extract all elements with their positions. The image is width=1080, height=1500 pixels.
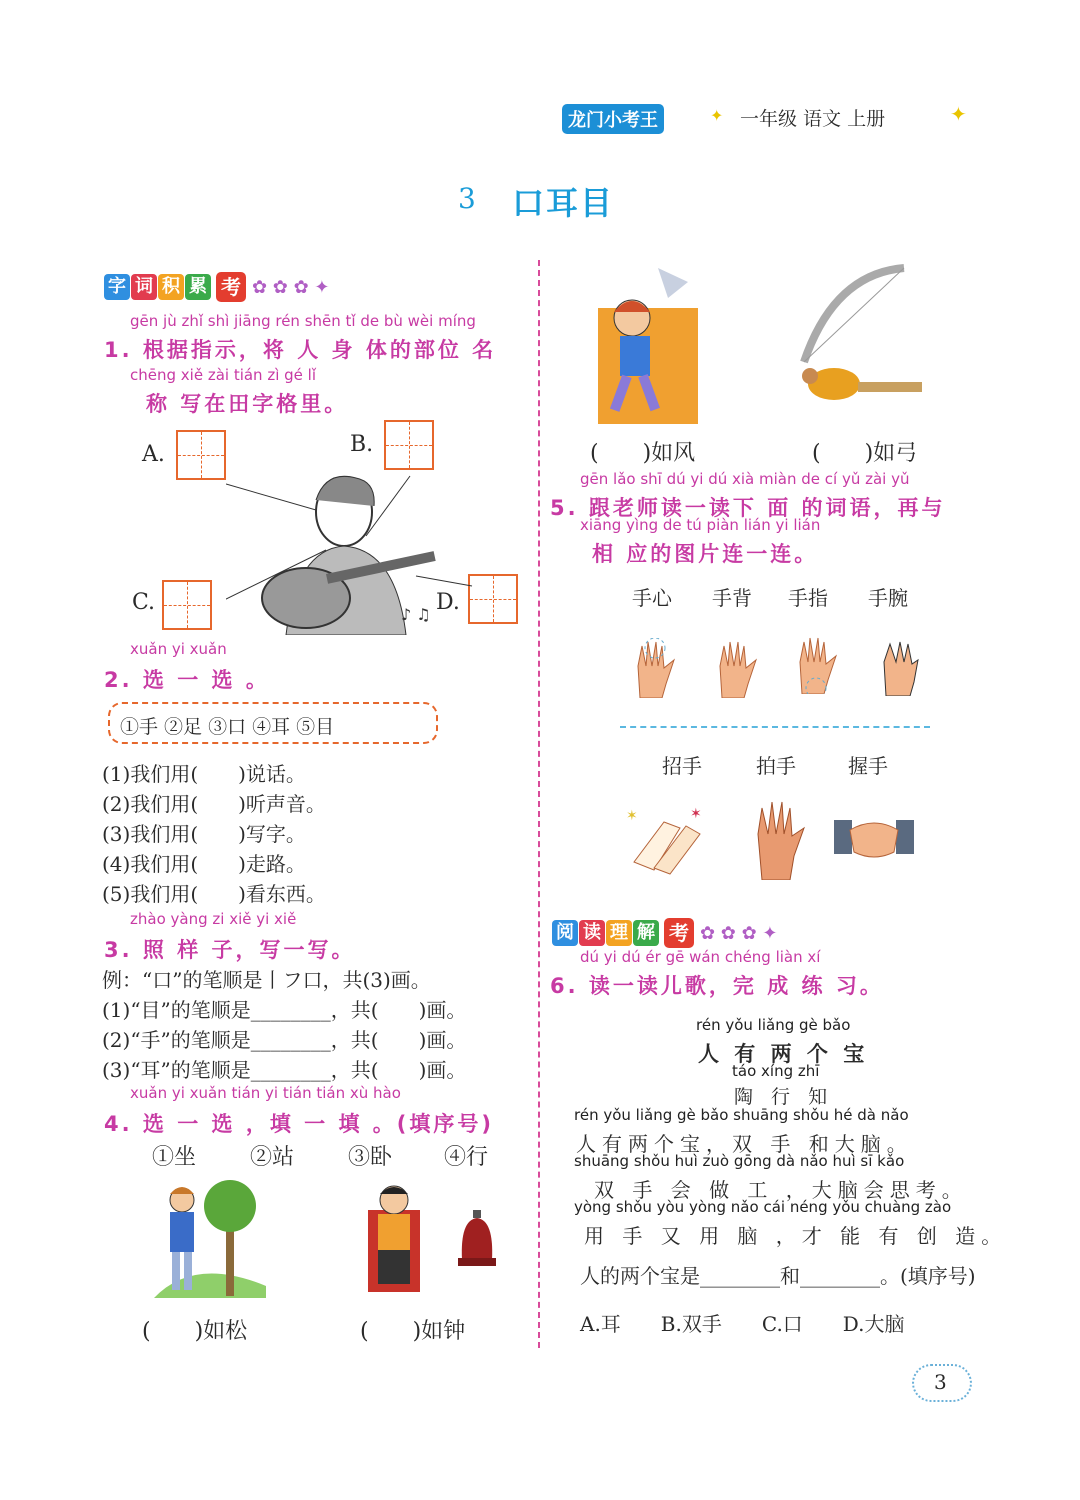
butterfly-icon: ✿ ✿ ✿ ✦ — [252, 276, 330, 298]
dash-divider — [620, 726, 930, 728]
poem-title-pinyin: rén yǒu liǎng gè bǎo — [696, 1016, 851, 1034]
header-subtitle: 一年级 语文 上册 — [740, 108, 886, 130]
tian-grid-a[interactable] — [176, 430, 226, 480]
handshake-icon[interactable] — [834, 812, 914, 866]
guitar-boy-illustration — [226, 470, 476, 635]
label-c: C. — [132, 590, 156, 615]
butterfly-icon: ✦ — [710, 106, 724, 125]
q4-option: ②站 — [250, 1145, 295, 1170]
poem-author-pinyin: táo xíng zhī — [732, 1062, 820, 1080]
waving-hand-icon[interactable] — [748, 798, 810, 880]
poem-line-pinyin: yòng shǒu yòu yòng nǎo cái néng yǒu chuàng zào — [574, 1198, 952, 1216]
q4-option: ①坐 — [152, 1145, 197, 1170]
q1-pinyin-2: chēng xiě zài tián zì gé lǐ — [130, 366, 316, 384]
q5-pinyin-1: gēn lǎo shī dú yi dú xià miàn de cí yǔ zài yǔ — [580, 470, 910, 488]
q3-title: 3. 照 样 子，写一写。 — [104, 938, 356, 962]
q3-item[interactable]: (1)“目”的笔顺是________，共( )画。 — [102, 998, 467, 1022]
q3-item[interactable]: (3)“耳”的笔顺是________，共( )画。 — [102, 1058, 467, 1082]
poem-author: 陶 行 知 — [734, 1086, 834, 1108]
q4-option: ③卧 — [348, 1145, 393, 1170]
section-badge-reading: 阅 读 理 解 考 ✿ ✿ ✿ ✦ — [552, 918, 778, 948]
word-shouwan[interactable]: 手腕 — [868, 586, 908, 610]
label-b: B. — [350, 432, 374, 457]
poem-line: 用 手 又 用 脑 ，才 能 有 创 造。 — [584, 1224, 1008, 1248]
tian-grid-c[interactable] — [162, 580, 212, 630]
q4-option: ④行 — [444, 1145, 489, 1170]
label-d: D. — [436, 590, 460, 615]
q4-blank-song[interactable]: ( )如松 — [142, 1319, 248, 1344]
q2-item[interactable]: (1)我们用( )说话。 — [102, 762, 306, 786]
standing-boy-tree-illustration — [154, 1176, 266, 1298]
q2-item[interactable]: (3)我们用( )写字。 — [102, 822, 306, 846]
q5-pinyin-2: xiāng yìng de tú piàn lián yi lián — [580, 516, 821, 534]
column-divider — [538, 260, 540, 1348]
brand-logo: 龙门小考王 — [562, 104, 664, 134]
q3-example: 例：“口”的笔顺是丨フ口，共(3)画。 — [102, 968, 431, 992]
butterfly-icon: ✿ ✿ ✿ ✦ — [700, 922, 778, 944]
q2-item[interactable]: (5)我们用( )看东西。 — [102, 882, 326, 906]
word-shoubei[interactable]: 手背 — [712, 586, 752, 610]
poem-title: 人 有 两 个 宝 — [698, 1041, 869, 1066]
poem-line: 人有两个宝，双 手 和大脑。 — [576, 1132, 913, 1156]
svg-text:✶: ✶ — [626, 808, 638, 824]
tian-grid-b[interactable] — [384, 420, 434, 470]
word-shouzhi[interactable]: 手指 — [788, 586, 828, 610]
sitting-boy-illustration — [364, 1180, 424, 1292]
word-zhaoshou[interactable]: 招手 — [662, 754, 702, 778]
q6-question[interactable]: 人的两个宝是________和________。(填序号) — [580, 1264, 976, 1288]
q4-blank-feng[interactable]: ( )如风 — [590, 441, 696, 466]
poem-line-pinyin: shuāng shǒu huì zuò gōng dà nǎo huì sī kǎo — [574, 1152, 905, 1170]
section-badge-vocab: 字 词 积 累 考 ✿ ✿ ✿ ✦ — [104, 272, 330, 302]
q5-title-2: 相 应的图片连一连。 — [592, 542, 819, 566]
bow-archer-illustration — [794, 264, 934, 414]
q4-pinyin: xuǎn yi xuǎn tián yi tián tián xù hào — [130, 1084, 401, 1102]
q1-title: 1. 根据指示，将 人 身 体的部位 名 — [104, 338, 497, 362]
q2-item[interactable]: (4)我们用( )走路。 — [102, 852, 306, 876]
header-brand — [562, 104, 724, 134]
kao-badge: 考 — [664, 918, 694, 948]
page-number: 3 — [934, 1370, 947, 1394]
kao-badge: 考 — [216, 272, 246, 302]
butterfly-icon: ✦ — [950, 102, 967, 126]
q1-title-2: 称 写在田字格里。 — [146, 392, 349, 416]
q6-choices: A.耳 B.双手 C.口 D.大脑 — [580, 1312, 905, 1336]
q3-item[interactable]: (2)“手”的笔顺是________，共( )画。 — [102, 1028, 467, 1052]
clapping-hands-icon[interactable] — [624, 802, 710, 878]
word-woshou[interactable]: 握手 — [848, 754, 888, 778]
q2-title: 2. 选 一 选 。 — [104, 668, 270, 692]
q2-item[interactable]: (2)我们用( )听声音。 — [102, 792, 326, 816]
q6-pinyin: dú yi dú ér gē wán chéng liàn xí — [580, 948, 821, 966]
q4-blank-gong[interactable]: ( )如弓 — [812, 441, 918, 466]
svg-text:✶: ✶ — [690, 806, 702, 822]
palm-icon[interactable] — [630, 638, 680, 698]
q6-title: 6. 读一读儿歌，完 成 练 习。 — [550, 974, 884, 998]
label-a: A. — [142, 442, 165, 467]
wrist-icon[interactable] — [876, 636, 926, 696]
q2-options-box: ①手 ②足 ③口 ④耳 ⑤目 — [108, 702, 438, 744]
q5-title: 5. 跟老师读一读下 面 的词语，再与 — [550, 496, 946, 520]
lesson-number: 3 — [458, 182, 476, 215]
poem-line: 双 手 会 做 工 ，大脑会思考。 — [594, 1178, 968, 1202]
word-paishou[interactable]: 拍手 — [756, 754, 796, 778]
q3-pinyin: zhào yàng zi xiě yi xiě — [130, 910, 297, 928]
q4-title: 4. 选 一 选 ，填 一 填 。(填序号) — [104, 1112, 494, 1136]
svg-text:♪ ♫: ♪ ♫ — [401, 605, 431, 624]
word-shouxin[interactable]: 手心 — [632, 586, 672, 610]
lesson-title: 口耳目 — [512, 184, 615, 222]
q4-blank-zhong[interactable]: ( )如钟 — [360, 1319, 466, 1344]
q1-pinyin-1: gēn jù zhǐ shì jiāng rén shēn tǐ de bù wèi míng — [130, 312, 476, 330]
finger-icon[interactable] — [792, 634, 842, 694]
poem-line-pinyin: rén yǒu liǎng gè bǎo shuāng shǒu hé dà nǎo — [574, 1106, 909, 1124]
bell-icon — [454, 1210, 500, 1272]
q2-pinyin: xuǎn yi xuǎn — [130, 640, 227, 658]
running-boy-illustration — [598, 268, 700, 424]
hand-back-icon[interactable] — [712, 638, 762, 698]
